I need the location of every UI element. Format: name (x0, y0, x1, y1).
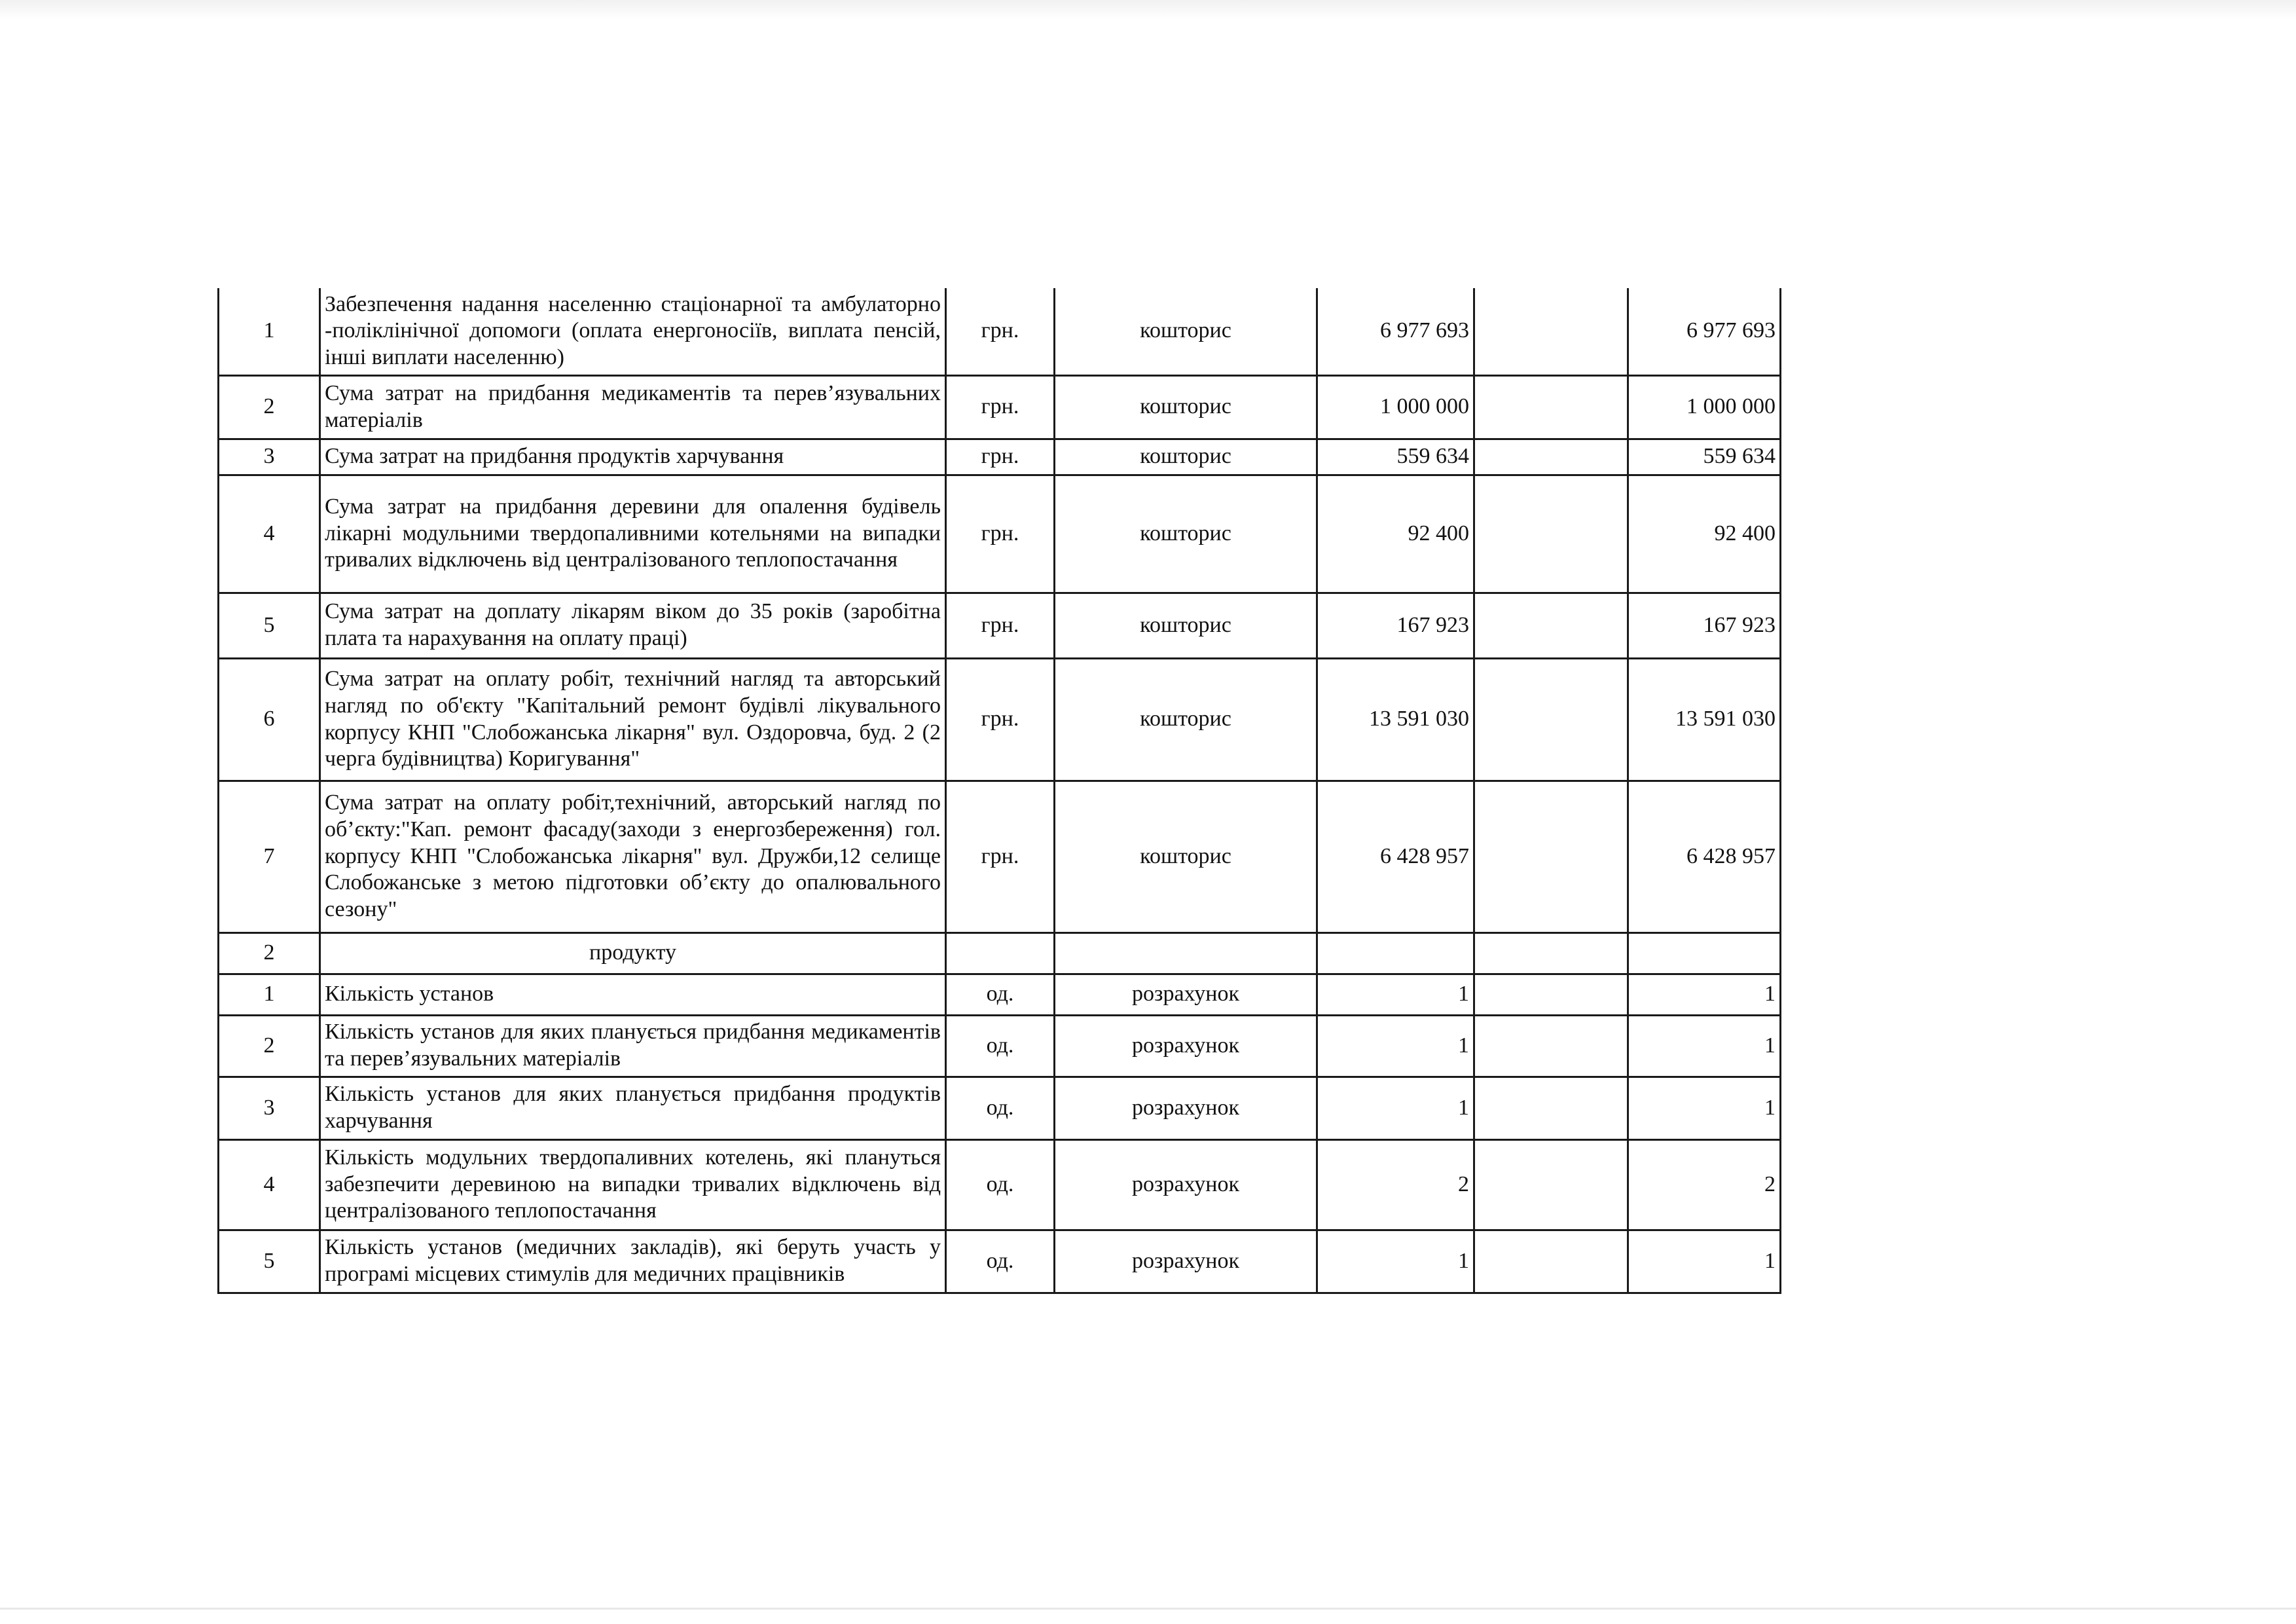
row-source: кошторис (1055, 288, 1317, 375)
row-source: розрахунок (1055, 1015, 1317, 1077)
row-name: Кількість установ (320, 974, 946, 1015)
row-value: 1 (1628, 974, 1781, 1015)
row-value: 1 000 000 (1317, 375, 1474, 439)
row-value: 1 (1628, 1015, 1781, 1077)
row-name: Кількість установ для яких планується придбання продуктів харчування (320, 1077, 946, 1139)
row-unit: грн. (946, 439, 1055, 475)
empty-cell (1474, 658, 1628, 781)
row-value: 2 (1628, 1139, 1781, 1230)
row-number: 6 (219, 658, 320, 781)
empty-cell (1317, 932, 1474, 974)
empty-cell (1474, 475, 1628, 593)
row-value: 1 (1628, 1077, 1781, 1139)
row-value: 1 (1317, 1230, 1474, 1293)
row-source: кошторис (1055, 658, 1317, 781)
row-value: 1 (1317, 1015, 1474, 1077)
row-value: 92 400 (1628, 475, 1781, 593)
row-number: 4 (219, 1139, 320, 1230)
row-unit: од. (946, 974, 1055, 1015)
row-name: Сума затрат на оплату робіт,технічний, авторський нагляд по об’єкту:"Кап. ремонт фасаду(заходи з енергозбереження) гол. корпусу КНП "Слобожанська лікарня" вул. Дружби,12 селище Слобожанське з метою підготовки об’єкту до опалювального сезону" (320, 781, 946, 932)
row-name: Кількість установ (медичних закладів), які беруть участь у програмі місцевих стимулів для медичних працівників (320, 1230, 946, 1293)
row-value: 1 (1628, 1230, 1781, 1293)
row-name: Сума затрат на оплату робіт, технічний нагляд та авторський нагляд по об'єкту "Капітальний ремонт будівлі лікувального корпусу КНП "Слобожанська лікарня" вул. Оздоровча, буд. 2 (2 черга будівництва) Коригування" (320, 658, 946, 781)
row-value: 167 923 (1317, 593, 1474, 658)
row-unit: од. (946, 1077, 1055, 1139)
row-value: 2 (1317, 1139, 1474, 1230)
row-unit: грн. (946, 658, 1055, 781)
empty-cell (1474, 1139, 1628, 1230)
table-row (219, 1230, 1781, 1293)
row-unit: од. (946, 1139, 1055, 1230)
table-row (219, 781, 1781, 932)
row-value: 6 428 957 (1628, 781, 1781, 932)
empty-cell (1474, 439, 1628, 475)
row-number: 3 (219, 439, 320, 475)
empty-cell (1474, 1230, 1628, 1293)
row-source: розрахунок (1055, 1139, 1317, 1230)
empty-cell (1474, 288, 1628, 375)
section-header-row (219, 932, 1781, 974)
row-unit: грн. (946, 288, 1055, 375)
row-number: 2 (219, 375, 320, 439)
row-value: 6 977 693 (1317, 288, 1474, 375)
row-name: Сума затрат на придбання медикаментів та перев’язувальних матеріалів (320, 375, 946, 439)
row-source: кошторис (1055, 439, 1317, 475)
empty-cell (1474, 593, 1628, 658)
table-row (219, 288, 1781, 375)
section-number: 2 (219, 932, 320, 974)
table-row (219, 439, 1781, 475)
row-number: 2 (219, 1015, 320, 1077)
row-name: Сума затрат на придбання деревини для опалення будівель лікарні модульними твердопаливними котельнями на випадки тривалих відключень від централізованого теплопостачання (320, 475, 946, 593)
row-unit: грн. (946, 375, 1055, 439)
indicators-table (217, 288, 1781, 1294)
row-unit: од. (946, 1015, 1055, 1077)
row-number: 5 (219, 1230, 320, 1293)
row-value: 1 (1317, 1077, 1474, 1139)
row-name: Кількість модульних твердопаливних котелень, які плануться забезпечити деревиною на випадки тривалих відключень від централізованого теплопостачання (320, 1139, 946, 1230)
row-unit: од. (946, 1230, 1055, 1293)
row-value: 167 923 (1628, 593, 1781, 658)
row-number: 5 (219, 593, 320, 658)
row-value: 559 634 (1317, 439, 1474, 475)
row-source: кошторис (1055, 475, 1317, 593)
section-title: продукту (320, 932, 946, 974)
table-row (219, 475, 1781, 593)
row-unit: грн. (946, 475, 1055, 593)
empty-cell (1628, 932, 1781, 974)
row-source: розрахунок (1055, 974, 1317, 1015)
scan-edge (0, 1608, 2296, 1610)
row-number: 4 (219, 475, 320, 593)
row-value: 1 000 000 (1628, 375, 1781, 439)
empty-cell (1055, 932, 1317, 974)
empty-cell (946, 932, 1055, 974)
table-row (219, 658, 1781, 781)
row-value: 6 428 957 (1317, 781, 1474, 932)
row-name: Сума затрат на доплату лікарям віком до 35 років (заробітна плата та нарахування на оплату праці) (320, 593, 946, 658)
table-row (219, 974, 1781, 1015)
row-value: 92 400 (1317, 475, 1474, 593)
row-unit: грн. (946, 781, 1055, 932)
empty-cell (1474, 932, 1628, 974)
row-name: Кількість установ для яких планується придбання медикаментів та перев’язувальних матеріалів (320, 1015, 946, 1077)
row-value: 1 (1317, 974, 1474, 1015)
empty-cell (1474, 1077, 1628, 1139)
row-value: 13 591 030 (1628, 658, 1781, 781)
table-row (219, 593, 1781, 658)
row-number: 7 (219, 781, 320, 932)
table-row (219, 1015, 1781, 1077)
row-name: Забезпечення надання населенню стаціонарної та амбулаторно -поліклінічної допомоги (оплата енергоносіїв, виплата пенсій, інші виплати населенню) (320, 288, 946, 375)
scan-shade (0, 0, 2296, 20)
empty-cell (1474, 974, 1628, 1015)
row-number: 3 (219, 1077, 320, 1139)
row-value: 559 634 (1628, 439, 1781, 475)
table-row (219, 1139, 1781, 1230)
empty-cell (1474, 781, 1628, 932)
empty-cell (1474, 375, 1628, 439)
row-source: розрахунок (1055, 1230, 1317, 1293)
table-row (219, 1077, 1781, 1139)
row-number: 1 (219, 974, 320, 1015)
row-value: 13 591 030 (1317, 658, 1474, 781)
row-source: кошторис (1055, 593, 1317, 658)
row-source: розрахунок (1055, 1077, 1317, 1139)
table-row (219, 375, 1781, 439)
empty-cell (1474, 1015, 1628, 1077)
row-source: кошторис (1055, 781, 1317, 932)
row-unit: грн. (946, 593, 1055, 658)
row-source: кошторис (1055, 375, 1317, 439)
row-value: 6 977 693 (1628, 288, 1781, 375)
row-number: 1 (219, 288, 320, 375)
row-name: Сума затрат на придбання продуктів харчування (320, 439, 946, 475)
